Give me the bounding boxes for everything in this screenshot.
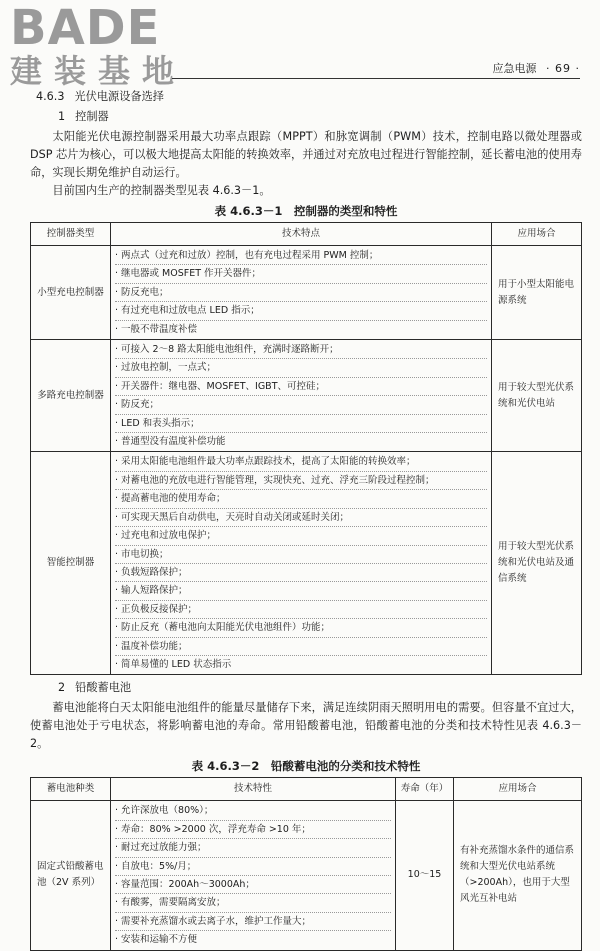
page-content <box>30 88 582 951</box>
feature-item: · LED 和表头指示； <box>115 415 487 433</box>
paragraph-battery-intro: 蓄电池能将白天太阳能电池组件的能量尽量储存下来，满足连续阴雨天照明用电的需要。但容量不宜过大，使蓄电池处于亏电状态，将影响蓄电池的寿命。常用铅酸蓄电池，铅酸蓄电池的分类和技术特性见表 4.6.3－2。 <box>30 701 582 751</box>
feature-item: · 负载短路保护； <box>115 564 487 582</box>
feature-item: · 继电器或 MOSFET 作开关器件； <box>115 265 487 283</box>
section-title: 光伏电源设备选择 <box>74 90 164 103</box>
section-heading <box>30 88 582 106</box>
features-cell <box>111 801 396 950</box>
running-header <box>172 60 580 79</box>
column-header: 技术特性 <box>111 778 396 801</box>
column-header: 应用场合 <box>454 778 582 801</box>
application-cell: 有补充蒸馏水条件的通信系统和大型光伏电站系统（>200Ah），也用于大型风光互补电站 <box>454 801 582 950</box>
feature-item: · 安装和运输不方便 <box>115 934 198 946</box>
feature-item: · 温度补偿功能； <box>115 638 487 656</box>
application-cell: 用于较大型光伏系统和光伏电站 <box>492 340 582 452</box>
feature-item: · 防反充电； <box>115 284 487 302</box>
feature-item: · 提高蓄电池的使用寿命； <box>115 490 487 508</box>
logo <box>10 0 187 90</box>
column-header: 寿命（年） <box>396 778 454 801</box>
table-header-row <box>31 223 582 246</box>
controller-types-table <box>30 222 582 675</box>
page-number: · 69 · <box>546 62 580 75</box>
table-row <box>31 246 582 340</box>
table-header-row <box>31 778 582 801</box>
subsection-heading-battery <box>30 679 582 697</box>
table-row <box>31 340 582 452</box>
feature-item: · 普通型没有温度补偿功能 <box>115 436 226 448</box>
feature-item: · 过放电控制，一点式； <box>115 359 487 377</box>
section-number: 4.6.3 <box>36 90 65 103</box>
controller-type-cell: 智能控制器 <box>31 452 111 675</box>
subsection-number: 1 <box>58 110 66 123</box>
feature-item: · 有过充电和过放电点 LED 指示； <box>115 302 487 320</box>
lifespan-cell: 10～15 <box>396 801 454 950</box>
feature-item: · 两点式（过充和过放）控制，也有充电过程采用 PWM 控制； <box>115 247 487 265</box>
feature-item: · 简单易懂的 LED 状态指示 <box>115 658 232 670</box>
features-cell <box>111 452 492 675</box>
feature-item: · 自放电：5%/月； <box>115 858 391 876</box>
feature-item: · 可实现天黑后自动供电，天亮时自动关闭或延时关闭； <box>115 509 487 527</box>
column-header: 控制器类型 <box>31 223 111 246</box>
paragraph-table-ref: 目前国内生产的控制器类型见表 4.6.3－1。 <box>52 184 271 197</box>
feature-item: · 开关器件：继电器、MOSFET、IGBT、可控硅； <box>115 378 487 396</box>
table-row <box>31 801 582 950</box>
table-row <box>31 452 582 675</box>
feature-item: · 有酸雾，需要隔离安放； <box>115 894 391 912</box>
feature-item: · 市电切换； <box>115 546 487 564</box>
column-header: 应用场合 <box>492 223 582 246</box>
column-header: 技术特点 <box>111 223 492 246</box>
table2-caption: 表 4.6.3－2 铅酸蓄电池的分类和技术特性 <box>191 759 421 774</box>
column-header: 蓄电池种类 <box>31 778 111 801</box>
battery-type-cell: 固定式铅酸蓄电池（2V 系列） <box>31 801 111 950</box>
feature-item: · 过充电和过放电保护； <box>115 527 487 545</box>
feature-item: · 采用太阳能电池组件最大功率点跟踪技术，提高了太阳能的转换效率； <box>115 453 487 471</box>
feature-item: · 允许深放电（80%）； <box>115 802 391 820</box>
feature-item: · 防止反充（蓄电池向太阳能光伏电池组件）功能； <box>115 619 487 637</box>
battery-types-table <box>30 777 582 950</box>
subsection-number: 2 <box>58 681 66 695</box>
feature-item: · 正负极反接保护； <box>115 601 487 619</box>
table1-caption: 表 4.6.3－1 控制器的类型和特性 <box>214 204 398 218</box>
feature-item: · 需要补充蒸馏水或去离子水，维护工作量大； <box>115 913 391 931</box>
feature-item: · 对蓄电池的充放电进行智能管理，实现快充、过充、浮充三阶段过程控制； <box>115 472 487 490</box>
feature-item: · 输人短路保护； <box>115 582 487 600</box>
feature-item: · 一般不带温度补偿 <box>115 323 198 335</box>
subsection-title: 控制器 <box>75 110 109 123</box>
controller-type-cell: 小型充电控制器 <box>31 246 111 340</box>
features-cell <box>111 340 492 452</box>
feature-item: · 耐过充过放能力强； <box>115 839 391 857</box>
subsection-title: 铅酸蓄电池 <box>75 681 132 695</box>
paragraph-controller-intro: 太阳能光伏电源控制器采用最大功率点跟踪（MPPT）和脉宽调制（PWM）技术，控制电路以微处理器或 DSP 芯片为核心，可以极大地提高太阳能的转换效率，并通过对充放电过程进行智能控制，延长蓄电池的使用寿命，实现长期免维护自动运行。 <box>30 130 582 179</box>
feature-item: · 可接入 2～8 路太阳能电池组件，充满时逐路断开； <box>115 341 487 359</box>
feature-item: · 寿命：80% >2000 次，浮充寿命 >10 年； <box>115 821 391 839</box>
features-cell <box>111 246 492 340</box>
subsection-heading-controller <box>30 108 582 126</box>
feature-item: · 容量范围：200Ah～3000Ah； <box>115 876 391 894</box>
header-title: 应急电源 <box>492 62 537 75</box>
application-cell: 用于较大型光伏系统和光伏电站及通信系统 <box>492 452 582 675</box>
logo-wordmark: BADE <box>10 0 161 56</box>
logo-subtitle: 建装基地 <box>10 52 187 90</box>
controller-type-cell: 多路充电控制器 <box>31 340 111 452</box>
application-cell: 用于小型太阳能电源系统 <box>492 246 582 340</box>
feature-item: · 防反充； <box>115 396 487 414</box>
